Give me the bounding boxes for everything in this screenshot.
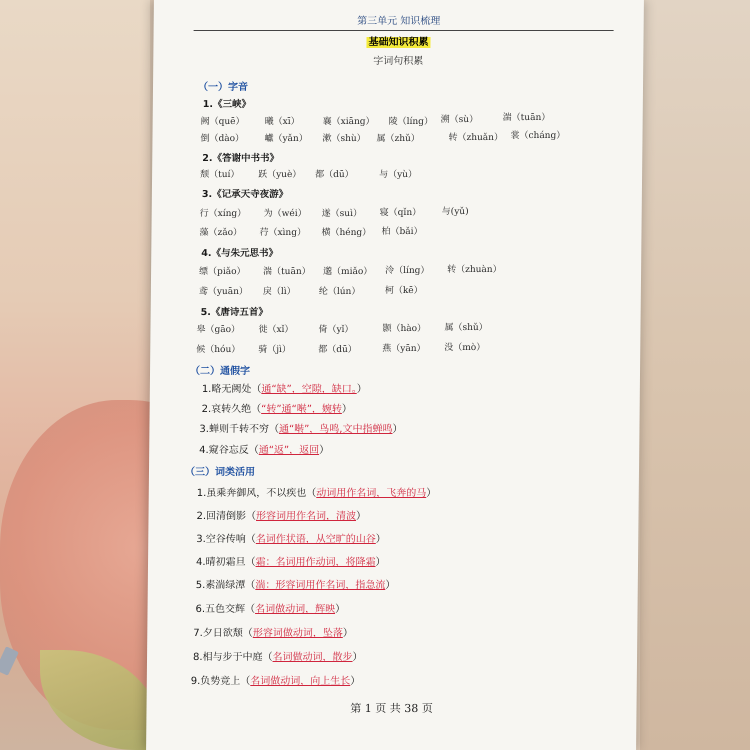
pinyin-entry: 与（yù） — [379, 170, 418, 180]
pinyin-entry: 燕（yān） — [382, 344, 426, 354]
pinyin-entry: 倒（dào） — [200, 134, 245, 144]
item-text: 1.略无阙处（ — [201, 384, 262, 395]
item-text: 2.回清倒影（ — [196, 511, 257, 522]
lesson-title: 5.《唐诗五首》 — [200, 307, 268, 318]
item-note: 名词作状语，从空旷的山谷 — [255, 534, 376, 545]
item-note: 形容词做动词，坠落 — [252, 628, 343, 639]
pinyin-entry: 湍（tuān） — [502, 113, 551, 123]
pinyin-entry: 纶（lún） — [318, 287, 361, 297]
item-end: ） — [375, 557, 386, 568]
page-header: 第三单元 知识梳理 — [357, 16, 441, 27]
pinyin-entry: 柯（kē） — [384, 286, 423, 296]
item-end: ） — [385, 580, 396, 591]
item-text: 7.夕日欲颓（ — [193, 628, 253, 639]
pinyin-entry: 缥（piǎo） — [199, 267, 246, 277]
item-note: 名词做动词，散步 — [272, 652, 353, 663]
item-end: ） — [392, 424, 403, 435]
item-note: 通“啭”，鸟鸣,文中指蝉鸣 — [278, 424, 393, 435]
category-cilei: （三）词类活用 — [184, 467, 256, 478]
pinyin-entry: 横（héng） — [321, 228, 372, 238]
cilei-item — [191, 672, 361, 687]
category-pronunciation: （一）字音 — [197, 82, 249, 93]
pinyin-entry: 陵（líng） — [388, 117, 434, 127]
lesson-title: 4.《与朱元思书》 — [201, 248, 279, 259]
pinyin-entry: 候（hóu） — [196, 345, 241, 355]
pinyin-entry: 皋（gāo） — [196, 325, 241, 335]
section-subtitle: 字词句积累 — [373, 56, 424, 67]
item-text: 5.素湍绿潭（ — [195, 580, 256, 591]
pinyin-entry: 与(yǔ) — [441, 207, 469, 217]
tongjia-item — [202, 400, 352, 415]
pinyin-entry: 鸢（yuān） — [198, 287, 248, 297]
item-note: 名词做动词，向上生长 — [250, 676, 351, 687]
pinyin-entry: 柏（bǎi） — [381, 227, 423, 237]
cilei-item — [193, 624, 353, 639]
item-note: 形容词用作名词，清波 — [256, 511, 357, 522]
lesson-title: 2.《答谢中书书》 — [202, 153, 280, 164]
pinyin-entry: 曦（xī） — [264, 117, 300, 127]
pinyin-entry: 襄（xiāng） — [322, 117, 375, 127]
item-note: 霜：名词用作动词，将降霜 — [255, 557, 376, 568]
item-text: 4.晴初霜旦（ — [195, 557, 256, 568]
pinyin-entry: 转（zhuǎn） — [448, 133, 504, 143]
page-footer: 第 1 页 共 38 页 — [350, 702, 433, 715]
item-end: ） — [342, 628, 353, 639]
pinyin-entry: 属（zhǔ） — [376, 134, 420, 144]
item-end: ） — [352, 652, 363, 663]
header-divider — [194, 30, 614, 31]
category-tongjia: （二）通假字 — [189, 366, 251, 377]
lesson-title: 3.《记承天寺夜游》 — [201, 189, 289, 200]
item-note: 名词做动词，辉映 — [255, 604, 336, 615]
document-page — [146, 0, 644, 750]
pinyin-entry: 藻（zǎo） — [199, 228, 243, 238]
pinyin-entry: 倚（yǐ） — [318, 325, 354, 335]
item-text: 3.蝉则千转不穷（ — [199, 424, 280, 435]
pinyin-entry: 泠（líng） — [385, 266, 430, 276]
item-text: 3.空谷传响（ — [196, 534, 256, 545]
item-end: ） — [356, 384, 367, 395]
item-text: 6.五色交辉（ — [195, 604, 256, 615]
tongjia-item — [199, 420, 402, 435]
pinyin-entry: 阙（quē） — [200, 117, 245, 127]
pinyin-entry: 湍（tuān） — [263, 267, 311, 277]
pinyin-entry: 颓（tuí） — [200, 170, 240, 180]
lesson-title: 1.《三峡》 — [202, 99, 252, 110]
item-end: ） — [356, 511, 367, 522]
section-title-highlight: 基础知识积累 — [368, 37, 429, 48]
pinyin-entry: 行（xíng） — [199, 209, 247, 219]
item-end: ） — [426, 488, 437, 499]
tongjia-item — [199, 441, 329, 456]
cilei-item — [196, 576, 396, 591]
pinyin-entry: 邈（miǎo） — [323, 267, 373, 277]
background-right — [640, 0, 750, 750]
item-text: 9.负势竞上（ — [190, 676, 251, 687]
item-text: 4.窥谷忘反（ — [199, 445, 259, 456]
cilei-item — [196, 530, 386, 545]
item-end: ） — [335, 604, 346, 615]
pinyin-entry: 跃（yuè） — [258, 170, 302, 180]
item-end: ） — [341, 404, 352, 415]
tongjia-item — [202, 380, 367, 395]
item-note: 湍：形容词用作名词，指急流 — [255, 580, 386, 591]
pinyin-entry: 为（wéi） — [263, 209, 307, 219]
item-end: ） — [375, 534, 386, 545]
pinyin-entry: 都（dū） — [318, 345, 357, 355]
item-end: ） — [319, 445, 330, 456]
pinyin-entry: 转（zhuàn） — [447, 265, 502, 275]
pinyin-entry: 没（mò） — [444, 343, 486, 353]
pinyin-entry: 都（dū） — [315, 170, 354, 180]
pinyin-entry: 遂（suì） — [321, 209, 363, 219]
cilei-item — [197, 484, 437, 499]
pinyin-entry: 骑（jì） — [258, 345, 291, 355]
pinyin-entry: 戾（lì） — [262, 287, 296, 297]
item-note: 通“返”，返回 — [258, 445, 320, 456]
cilei-item — [196, 553, 386, 568]
pinyin-entry: 裳（cháng） — [510, 131, 566, 141]
pinyin-entry: 寝（qǐn） — [379, 208, 422, 218]
cilei-item — [196, 507, 366, 522]
section-title — [153, 33, 643, 48]
item-note: 通“缺”，空隙，缺口。 — [261, 384, 357, 395]
cilei-item — [195, 600, 345, 615]
item-note: 动词用作名词，飞奔的马 — [316, 488, 427, 499]
item-text: 8.相与步于中庭（ — [192, 652, 273, 663]
item-text: 1.虽乘奔御风，不以疾也（ — [196, 488, 317, 499]
cilei-item — [193, 648, 363, 663]
item-end: ） — [350, 676, 361, 687]
pinyin-entry: 漱（shù） — [322, 134, 366, 144]
pinyin-entry: 颢（hào） — [382, 324, 427, 334]
pinyin-entry: 溯（sù） — [440, 115, 479, 125]
pinyin-entry: 属（shǔ） — [444, 323, 488, 333]
item-note: “转”通“啭”，婉转 — [261, 404, 342, 415]
pinyin-entry: 荇（xìng） — [259, 228, 307, 238]
pinyin-entry: 徙（xǐ） — [258, 325, 294, 335]
pinyin-entry: 巘（yǎn） — [264, 134, 308, 144]
item-text: 2.哀转久绝（ — [201, 404, 262, 415]
